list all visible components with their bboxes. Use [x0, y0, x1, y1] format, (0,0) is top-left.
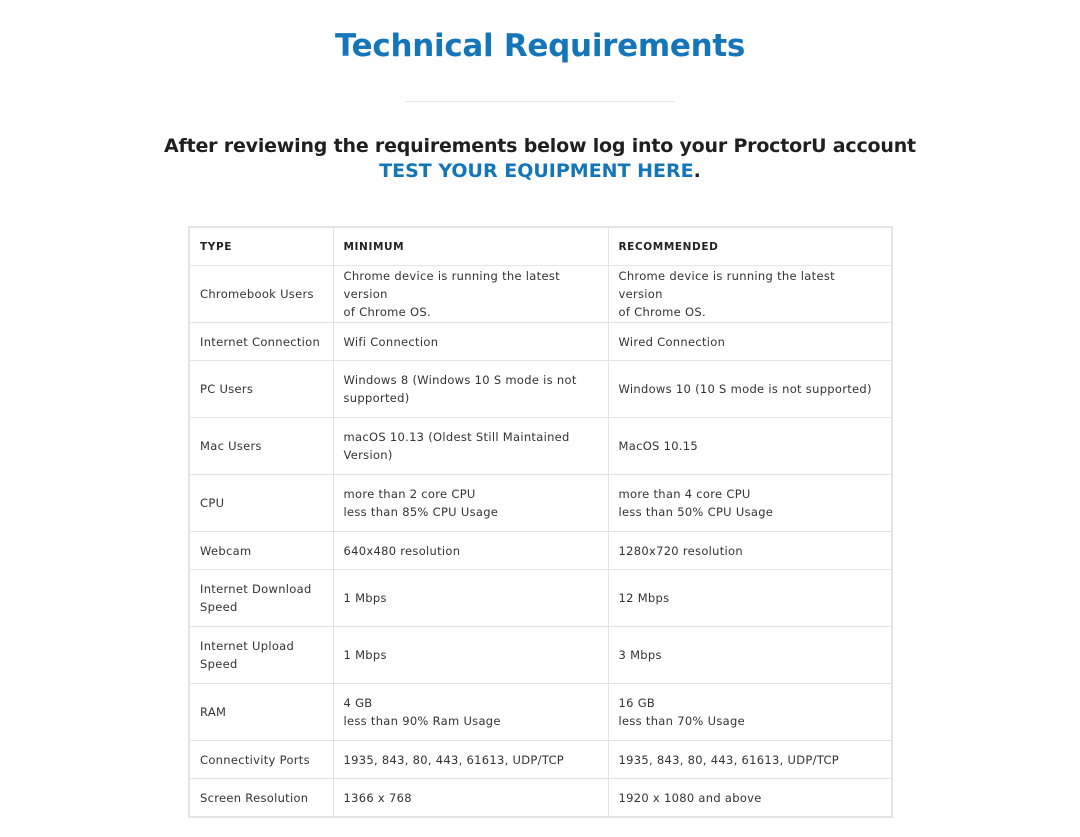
page-title: Technical Requirements [334, 28, 746, 64]
cell-recommended [608, 741, 892, 779]
cell-recommended-line: MacOS 10.15 [618, 439, 699, 453]
table-row [189, 475, 892, 532]
cell-recommended [608, 779, 892, 818]
table-row [189, 570, 892, 627]
cell-type: Webcam [189, 532, 333, 570]
intro-period: . [693, 160, 701, 182]
intro-link-line [0, 159, 1080, 184]
table-row [189, 532, 892, 570]
cell-recommended-line: 12 Mbps [618, 591, 670, 605]
cell-recommended [608, 475, 892, 532]
cell-minimum-line: of Chrome OS. [343, 305, 431, 319]
cell-type: Internet Connection [189, 323, 333, 361]
cell-minimum [333, 361, 608, 418]
cell-minimum [333, 627, 608, 684]
cell-minimum [333, 684, 608, 741]
table-row [189, 361, 892, 418]
cell-type: RAM [189, 684, 333, 741]
cell-minimum-line: more than 2 core CPU [343, 487, 476, 501]
cell-recommended-line: 1920 x 1080 and above [618, 790, 762, 805]
cell-minimum-line: 1 Mbps [343, 648, 387, 662]
cell-type-line: Speed [200, 600, 238, 614]
test-equipment-link[interactable]: TEST YOUR EQUIPMENT HERE [379, 160, 694, 182]
cell-minimum-line: supported) [343, 391, 410, 405]
header-minimum: MINIMUM [333, 227, 608, 266]
cell-recommended-line: less than 50% CPU Usage [618, 505, 774, 519]
cell-type [189, 627, 333, 684]
cell-type-line: Speed [200, 657, 238, 671]
table-header-row [189, 227, 892, 266]
cell-minimum-line: less than 90% Ram Usage [343, 714, 501, 728]
cell-minimum [333, 323, 608, 361]
cell-recommended-line: of Chrome OS. [618, 305, 706, 319]
table-row [189, 323, 892, 361]
cell-minimum-line: Wifi Connection [343, 334, 439, 349]
intro-heading [0, 134, 1080, 184]
cell-recommended [608, 627, 892, 684]
cell-recommended-line: more than 4 core CPU [618, 487, 751, 501]
cell-minimum-line: macOS 10.13 (Oldest Still Maintained [343, 430, 570, 444]
cell-type-line: Internet Download [200, 582, 312, 596]
cell-recommended [608, 532, 892, 570]
requirements-body [189, 266, 892, 818]
title-divider [406, 101, 674, 102]
requirements-table [188, 226, 893, 818]
cell-type: Mac Users [189, 418, 333, 475]
table-row [189, 418, 892, 475]
table-row [189, 266, 892, 323]
cell-recommended-line: 16 GB [618, 696, 656, 710]
cell-minimum-line: Chrome device is running the latest version [343, 269, 560, 301]
table-row [189, 741, 892, 779]
cell-type: PC Users [189, 361, 333, 418]
cell-recommended-line: 1935, 843, 80, 443, 61613, UDP/TCP [618, 752, 840, 767]
cell-minimum [333, 475, 608, 532]
cell-minimum-line: 1 Mbps [343, 591, 387, 605]
cell-recommended [608, 418, 892, 475]
cell-minimum-line: 1366 x 768 [343, 790, 412, 805]
intro-text: After reviewing the requirements below log into your ProctorU account [164, 135, 916, 157]
cell-recommended [608, 323, 892, 361]
cell-recommended-line: 3 Mbps [618, 648, 662, 662]
header-recommended: RECOMMENDED [608, 227, 892, 266]
cell-recommended-line: Wired Connection [618, 334, 726, 349]
cell-minimum-line: 1935, 843, 80, 443, 61613, UDP/TCP [343, 752, 565, 767]
cell-minimum [333, 741, 608, 779]
table-row [189, 684, 892, 741]
cell-recommended [608, 684, 892, 741]
cell-type: Connectivity Ports [189, 741, 333, 779]
cell-minimum-line: Version) [343, 448, 393, 462]
cell-minimum-line: 640x480 resolution [343, 543, 461, 558]
cell-type [189, 570, 333, 627]
cell-type: Chromebook Users [189, 266, 333, 323]
cell-minimum [333, 418, 608, 475]
cell-type: Screen Resolution [189, 779, 333, 818]
cell-minimum-line: Windows 8 (Windows 10 S mode is not [343, 373, 577, 387]
cell-recommended [608, 570, 892, 627]
cell-recommended-line: Chrome device is running the latest version [618, 269, 835, 301]
cell-minimum [333, 570, 608, 627]
cell-type: CPU [189, 475, 333, 532]
cell-recommended-line: 1280x720 resolution [618, 543, 743, 558]
cell-minimum [333, 532, 608, 570]
cell-minimum [333, 779, 608, 818]
table-row [189, 627, 892, 684]
cell-minimum-line: 4 GB [343, 696, 373, 710]
cell-type-line: Internet Upload [200, 639, 295, 653]
cell-recommended-line: Windows 10 (10 S mode is not supported) [618, 382, 872, 396]
cell-minimum [333, 266, 608, 323]
cell-recommended-line: less than 70% Usage [618, 714, 745, 728]
cell-recommended [608, 266, 892, 323]
table-row [189, 779, 892, 818]
header-type: TYPE [189, 227, 333, 266]
cell-minimum-line: less than 85% CPU Usage [343, 505, 499, 519]
cell-recommended [608, 361, 892, 418]
